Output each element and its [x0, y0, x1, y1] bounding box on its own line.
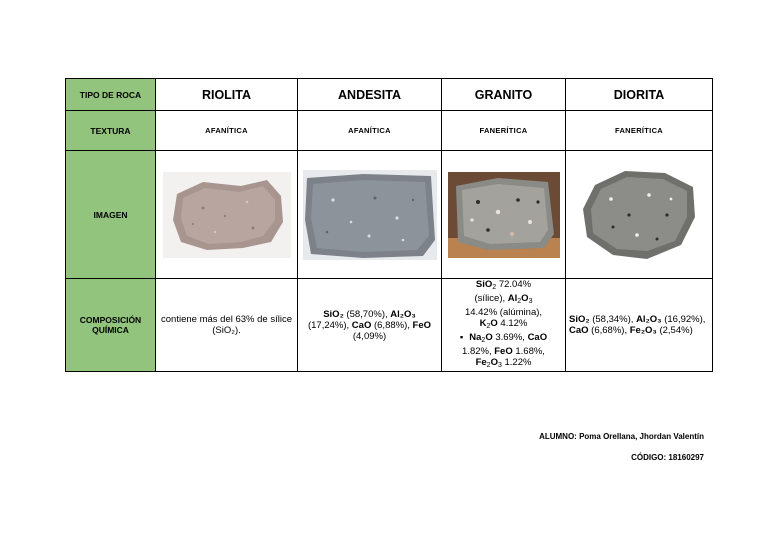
granito-na2o-label: Na	[469, 332, 482, 343]
diorita-sio2-label: SiO₂	[569, 314, 590, 325]
diorita-cao-label: CaO	[569, 325, 589, 336]
image-row	[66, 151, 713, 279]
image-header: IMAGEN	[66, 151, 156, 279]
diorita-sio2-value: (58,34%),	[589, 314, 637, 325]
image-cell-andesita	[298, 151, 442, 279]
rock-name-diorita: DIORITA	[566, 79, 713, 111]
granito-fe2o3-sub1: 2	[486, 362, 491, 369]
diorita-cao-value: (6,68%),	[588, 325, 630, 336]
diorita-fe2o3-value: (2,54%)	[656, 325, 693, 336]
granito-feo-label: FeO	[494, 346, 513, 357]
granito-rock-image	[448, 172, 560, 258]
composition-header-line1: COMPOSICIÓN	[79, 315, 142, 325]
andesita-rock-image	[303, 170, 437, 260]
student-line	[539, 432, 704, 441]
granito-sio2-value: 72.04%	[496, 279, 532, 290]
granito-fe2o3-sub2: 3	[497, 362, 502, 369]
texture-row	[66, 111, 713, 151]
granito-k2o-value: 4.12%	[497, 318, 528, 329]
texture-granito: FANERÍTICA	[442, 111, 566, 151]
texture-andesita: AFANÍTICA	[298, 111, 442, 151]
composition-row	[66, 279, 713, 372]
granito-na2o-sub: 2	[481, 337, 486, 344]
granito-cao-label: CaO	[527, 332, 548, 343]
composition-header	[66, 279, 156, 372]
riolita-composition-text: contiene más del 63% de sílice (SiO₂).	[161, 314, 292, 336]
granito-al2o3-sub2: 3	[528, 298, 533, 305]
granito-sio2-sub: 2	[492, 284, 497, 291]
granito-line-fe2o3	[445, 357, 562, 371]
granito-line-alumina: 14.42% (alúmina),	[464, 307, 543, 318]
granito-na2o-o: O	[485, 332, 493, 343]
code-line	[631, 453, 704, 462]
texture-header: TEXTURA	[66, 111, 156, 151]
granito-na2o-value: 3.69%,	[492, 332, 528, 343]
rock-type-row	[66, 79, 713, 111]
diorita-fe2o3-label: Fe₂O₃	[629, 325, 657, 336]
granito-cao-value: 1.82%,	[462, 346, 495, 357]
diorita-al2o3-value: (16,92%),	[661, 314, 706, 325]
image-cell-granito	[442, 151, 566, 279]
andesita-cao-label: CaO	[351, 319, 372, 331]
andesita-cao-value: (6,88%),	[371, 319, 413, 331]
composition-riolita	[156, 279, 298, 372]
composition-header-line2: QUÍMICA	[92, 325, 129, 335]
granito-fe2o3-o: O	[490, 357, 498, 368]
andesita-feo-label: FeO	[412, 319, 432, 331]
granito-line-k2o	[445, 318, 562, 332]
rock-type-header: TIPO DE ROCA	[66, 79, 156, 111]
image-cell-riolita	[156, 151, 298, 279]
code-label: CÓDIGO:	[631, 453, 667, 462]
composition-diorita	[566, 279, 713, 372]
granito-silice-text: (sílice),	[474, 293, 508, 304]
andesita-sio2-value: (58,70%),	[343, 308, 391, 320]
student-label: ALUMNO:	[539, 432, 577, 441]
granito-sio2-label: SiO	[475, 279, 493, 290]
image-cell-diorita	[566, 151, 713, 279]
andesita-feo-value: (4,09%)	[352, 330, 387, 342]
granito-fe2o3-label: Fe	[475, 357, 487, 368]
code-value: 18160297	[666, 453, 704, 462]
rock-name-riolita: RIOLITA	[156, 79, 298, 111]
texture-riolita: AFANÍTICA	[156, 111, 298, 151]
rock-name-andesita: ANDESITA	[298, 79, 442, 111]
rock-name-granito: GRANITO	[442, 79, 566, 111]
composition-granito	[442, 279, 566, 372]
granito-line-cao	[445, 346, 562, 357]
granito-al2o3-label: Al	[507, 293, 518, 304]
student-name: Poma Orellana, Jhordan Valentín	[576, 432, 704, 441]
texture-diorita: FANERÍTICA	[566, 111, 713, 151]
granito-al2o3-o: O	[521, 293, 529, 304]
andesita-sio2-label: SiO₂	[323, 308, 344, 320]
granito-k2o-label: K	[479, 318, 487, 329]
riolita-rock-image	[163, 172, 291, 258]
composition-andesita	[298, 279, 442, 372]
andesita-al2o3-label: Al₂O₃	[390, 308, 416, 320]
diorita-rock-image	[577, 165, 701, 265]
granito-feo-value: 1.68%,	[512, 346, 545, 357]
diorita-al2o3-label: Al₂O₃	[636, 314, 662, 325]
granito-al2o3-sub1: 2	[517, 298, 522, 305]
granito-line-na2o	[445, 332, 562, 346]
granito-line-silice	[445, 293, 562, 307]
granito-line-sio2	[445, 279, 562, 293]
bullet-icon: ▪	[459, 332, 464, 343]
granito-k2o-o: O	[490, 318, 498, 329]
granito-fe2o3-value: 1.22%	[501, 357, 532, 368]
andesita-al2o3-value: (17,24%),	[307, 319, 352, 331]
granito-k2o-sub: 2	[486, 323, 491, 330]
rock-comparison-table	[65, 78, 713, 372]
